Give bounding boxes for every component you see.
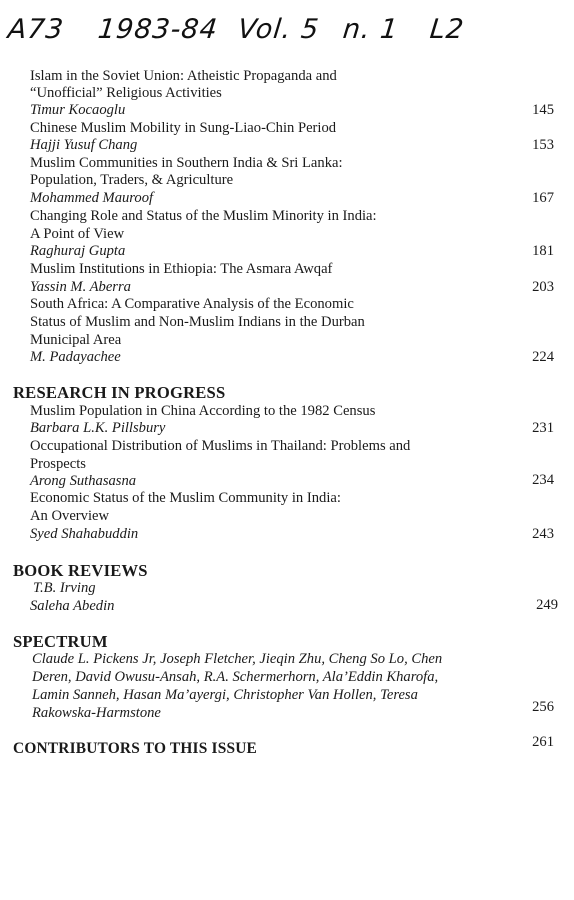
entry-page: 231 — [532, 420, 554, 436]
hw-number: n. 1 — [341, 14, 401, 45]
entry-title: South Africa: A Comparative Analysis of the Economic — [30, 296, 354, 312]
entry-title: Muslim Population in China According to the 1982 Census — [30, 403, 376, 419]
section-heading-research: RESEARCH IN PROGRESS — [13, 383, 226, 402]
section-heading-spectrum: SPECTRUM — [13, 632, 108, 651]
entry-title: Chinese Muslim Mobility in Sung-Liao-Chin Period — [30, 120, 337, 136]
spectrum-authors: Claude L. Pickens Jr, Joseph Fletcher, Jieqin Zhu, Cheng So Lo, Chen — [32, 651, 443, 667]
entry-title: A Point of View — [30, 226, 125, 242]
spectrum-authors: Rakowska-Harmstone — [32, 705, 161, 721]
entry-author: Barbara L.K. Pillsbury — [30, 420, 166, 436]
entry-page: 243 — [532, 526, 554, 542]
hw-code: A73 — [6, 14, 66, 45]
entry-title: An Overview — [30, 508, 110, 524]
hw-years: 1983-84 — [96, 14, 220, 45]
entry-title: Muslim Institutions in Ethiopia: The Asmara Awqaf — [30, 261, 333, 277]
entry-page: 181 — [532, 243, 554, 259]
hw-volume: Vol. 5 — [236, 14, 321, 45]
entry-author: Hajji Yusuf Chang — [30, 137, 138, 153]
section-heading-contributors: CONTRIBUTORS TO THIS ISSUE — [13, 740, 258, 757]
entry-title: Prospects — [30, 456, 86, 472]
entry-author: Raghuraj Gupta — [30, 243, 126, 259]
reviews-page: 249 — [536, 597, 558, 613]
spectrum-page: 256 — [532, 699, 554, 715]
section-heading-reviews: BOOK REVIEWS — [13, 561, 148, 580]
entry-page: 153 — [532, 137, 554, 153]
entry-author: Yassin M. Aberra — [30, 279, 131, 295]
entry-title: Economic Status of the Muslim Community in India: — [30, 490, 341, 506]
entry-title: Occupational Distribution of Muslims in Thailand: Problems and — [30, 438, 411, 454]
entry-title: “Unofficial” Religious Activities — [30, 85, 222, 101]
entry-author: Mohammed Mauroof — [30, 190, 154, 206]
entry-page: 145 — [532, 102, 554, 118]
entry-author: M. Padayachee — [30, 349, 121, 365]
spectrum-authors: Deren, David Owusu-Ansah, R.A. Schermerhorn, Ala’Eddin Kharofa, — [32, 669, 439, 685]
entry-author: Syed Shahabuddin — [30, 526, 139, 542]
hw-mark: L2 — [428, 14, 466, 45]
review-author: T.B. Irving — [33, 580, 96, 596]
entry-title: Population, Traders, & Agriculture — [30, 172, 234, 188]
entry-title: Status of Muslim and Non-Muslim Indians in the Durban — [30, 314, 365, 330]
entry-page: 234 — [532, 472, 554, 488]
review-author: Saleha Abedin — [30, 598, 115, 614]
contributors-page: 261 — [532, 734, 554, 750]
spectrum-authors: Lamin Sanneh, Hasan Ma’ayergi, Christopher Van Hollen, Teresa — [32, 687, 418, 703]
entry-page: 203 — [532, 279, 554, 295]
entry-page: 167 — [532, 190, 554, 206]
entry-page: 224 — [532, 349, 554, 365]
entry-title: Muslim Communities in Southern India & Sri Lanka: — [30, 155, 343, 171]
entry-author: Timur Kocaoglu — [30, 102, 126, 118]
handwritten-annotation — [8, 14, 568, 58]
entry-title: Municipal Area — [30, 332, 122, 348]
entry-title: Islam in the Soviet Union: Atheistic Propaganda and — [30, 68, 337, 84]
entry-title: Changing Role and Status of the Muslim Minority in India: — [30, 208, 377, 224]
entry-author: Arong Suthasasna — [30, 473, 137, 489]
